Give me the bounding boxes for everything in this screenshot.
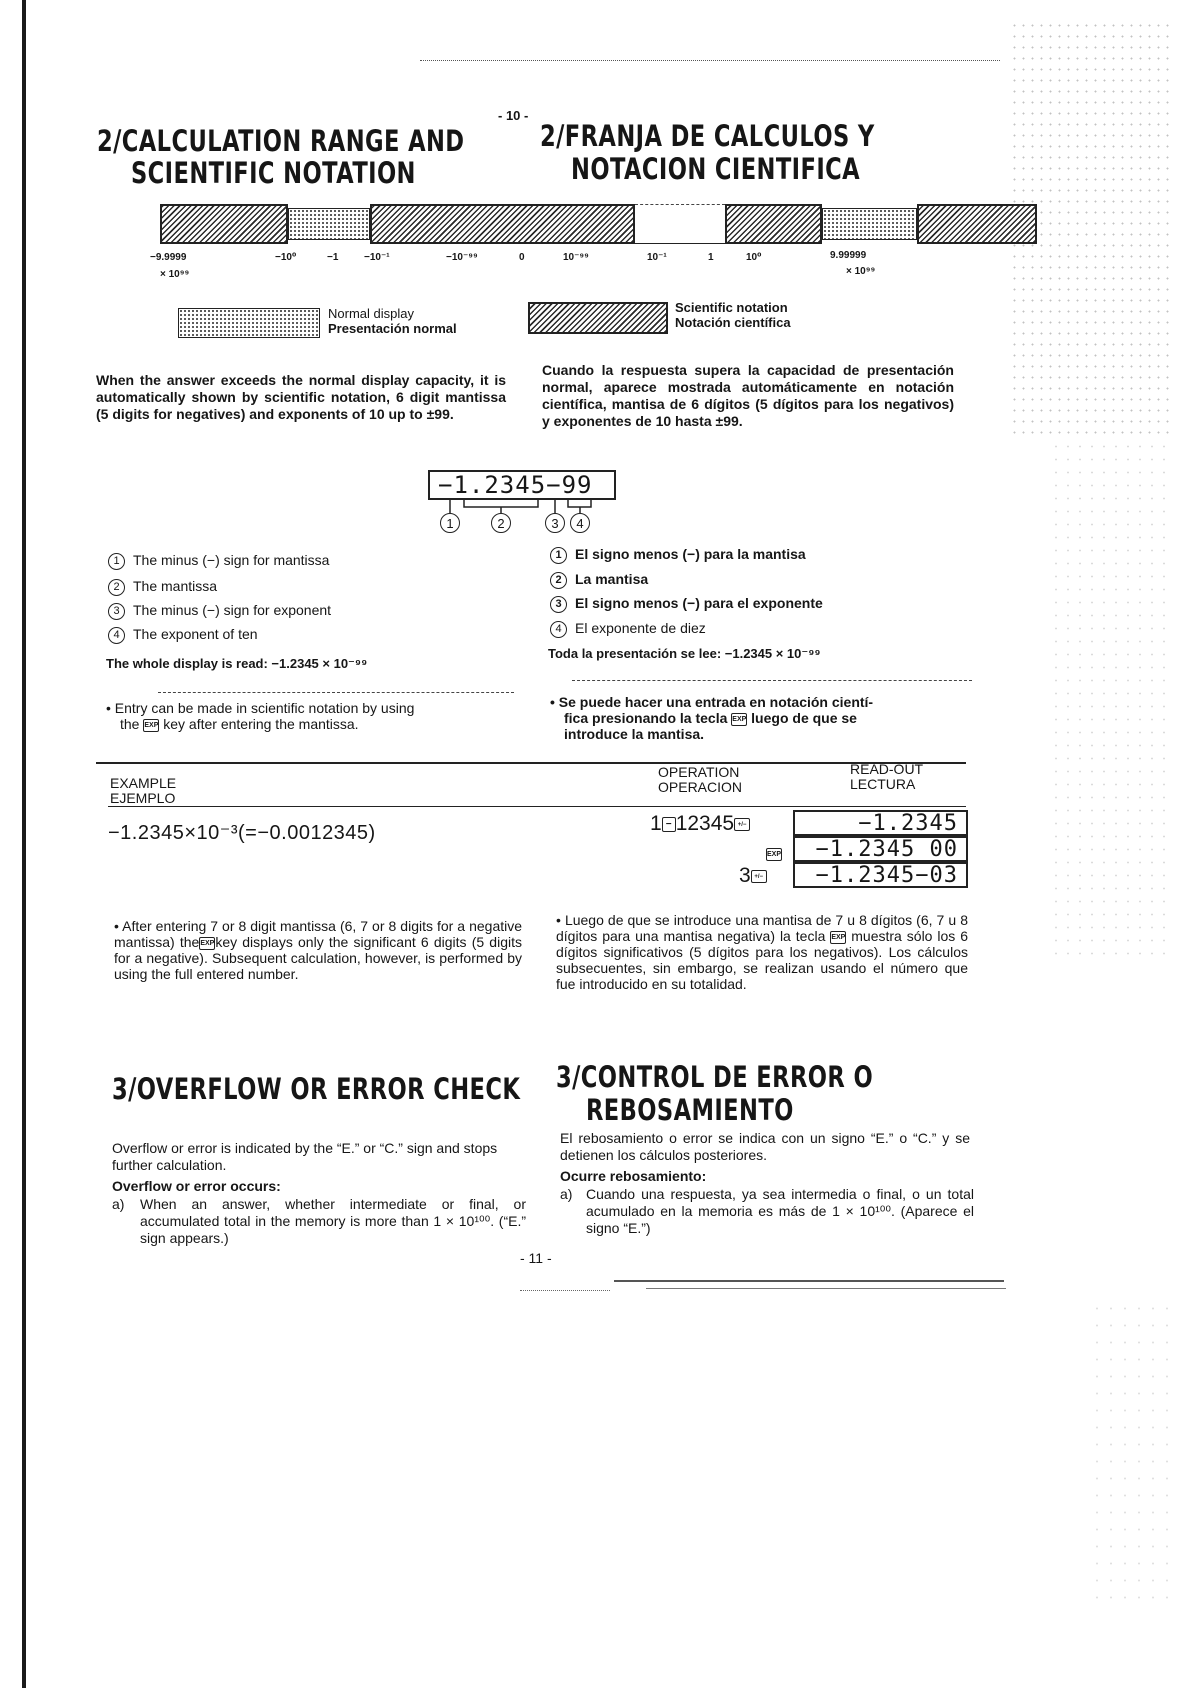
tick-label: 10⁰ xyxy=(746,252,762,263)
divider-dashed-en xyxy=(158,692,514,693)
range-segment-normal-pos xyxy=(822,208,917,240)
exp-key-icon: EXP xyxy=(830,931,846,944)
example-header-rule xyxy=(108,806,966,807)
note-mantissa-en xyxy=(114,918,522,982)
note-exp-es-fica: fica presionando la tecla xyxy=(564,710,728,726)
note-mantissa-es-b: muestra sólo los 6 dígitos significativos (5 dígitos para los negativos). Los cálculos subsecuentes, sin embargo, se realizan usando el número que fue introducido en su totalidad. xyxy=(556,928,969,992)
minus-key-icon: − xyxy=(662,817,676,832)
item-es-1-text: El signo menos (−) para la mantisa xyxy=(575,546,806,562)
item-es-4 xyxy=(550,620,706,638)
tick-label: 0 xyxy=(519,252,525,263)
callout-3: 3 xyxy=(545,513,565,533)
section3-title-en: 3/OVERFLOW OR ERROR CHECK xyxy=(112,1072,521,1106)
item-en-4-text: The exponent of ten xyxy=(133,626,258,642)
section2-title-es-line2: NOTACION CIENTIFICA xyxy=(571,152,861,186)
legend-sci-es: Notación científica xyxy=(675,315,791,330)
readout-3: −1.2345−03 xyxy=(793,862,968,888)
tick-label: 10⁻¹ xyxy=(647,252,667,263)
item-en-3-text: The minus (−) sign for exponent xyxy=(133,602,332,618)
scan-rule-bottom-2 xyxy=(646,1288,1006,1289)
header-example-es: EJEMPLO xyxy=(110,790,176,806)
header-readout-es: LECTURA xyxy=(850,776,916,792)
note-exp-en-the: the xyxy=(120,716,140,732)
section3-item-a-label-es: a) xyxy=(560,1186,573,1202)
note-exp-es-line1: • Se puede hacer una entrada en notación cientí- xyxy=(550,694,874,710)
exp-key-icon: EXP xyxy=(199,937,215,950)
legend-normal-swatch xyxy=(178,308,320,338)
tick-label: −9.9999 xyxy=(150,252,187,263)
scan-noise-right-bottom xyxy=(1090,1300,1170,1600)
scan-rule-bottom-3 xyxy=(520,1290,610,1291)
section3-item-a-en: When an answer, whether intermediate or final, or accumulated total in the memory is more than 1 × 10¹⁰⁰. (“E.” sign appears.) xyxy=(140,1196,526,1246)
section3-item-a-es: Cuando una respuesta, ya sea intermedia o final, o un total acumulado en la memoria es más de 1 × 10¹⁰⁰. (Aparece el signo “E.”) xyxy=(586,1186,974,1236)
range-segment-zero-gap xyxy=(635,204,725,244)
note-exp-en xyxy=(106,700,526,732)
item-es-2-number: 2 xyxy=(550,572,567,589)
scan-noise-right-mid xyxy=(1050,440,1170,960)
tick-label: −10⁻⁹⁹ xyxy=(446,252,478,263)
legend-normal-es: Presentación normal xyxy=(328,321,457,336)
item-es-3 xyxy=(550,595,823,613)
item-es-3-number: 3 xyxy=(550,596,567,613)
tick-label: 1 xyxy=(708,252,714,263)
item-es-4-text: El exponente de diez xyxy=(575,620,706,636)
item-en-2-text: The mantissa xyxy=(133,578,218,594)
item-en-3 xyxy=(108,602,331,620)
scan-noise-top xyxy=(420,60,1000,61)
legend-sci-swatch xyxy=(528,302,668,334)
item-es-2-text: La mantisa xyxy=(575,571,649,587)
note-exp-es xyxy=(550,694,964,742)
example-top-rule xyxy=(96,762,966,764)
section3-occurs-en: Overflow or error occurs: xyxy=(112,1178,281,1194)
range-segment-sci-neg-large xyxy=(160,204,288,244)
page-number-top: - 10 - xyxy=(498,108,529,123)
legend-sci-en: Scientific notation xyxy=(675,300,788,315)
exp-key-icon: EXP xyxy=(143,719,159,732)
header-readout-en: READ-OUT xyxy=(850,761,924,777)
display-sample: −1.2345−99 xyxy=(428,470,616,500)
section2-title-es-line1: 2/FRANJA DE CALCULOS Y xyxy=(540,119,875,153)
item-es-1 xyxy=(550,546,806,564)
note-exp-es-line3: introduce la mantisa. xyxy=(564,726,705,742)
callout-4: 4 xyxy=(570,513,590,533)
display-callout-brackets xyxy=(428,499,628,517)
item-es-2 xyxy=(550,571,648,589)
tick-label: −10⁻¹ xyxy=(364,252,390,263)
note-exp-es-luego: luego de que se xyxy=(751,710,857,726)
note-mantissa-es-a: • Luego de que se introduce una mantisa de 7 u 8 dígitos (6, 7 u 8 dígitos para una mantisa negativa) la tecla xyxy=(556,912,968,944)
readout-1: −1.2345 xyxy=(793,810,968,836)
section3-title-es-line2: REBOSAMIENTO xyxy=(586,1093,794,1127)
section3-paragraph-es: El rebosamiento o error se indica con un signo “E.” o “C.” y se detienen los cálculos posteriores. xyxy=(560,1130,970,1163)
exp-key-icon: EXP xyxy=(731,713,747,726)
note-exp-en-line1: • Entry can be made in scientific notation by using xyxy=(106,700,415,716)
tick-exp-right: × 10⁹⁹ xyxy=(846,266,876,277)
example-expression: −1.2345×10⁻³(=−0.0012345) xyxy=(108,822,376,844)
op-digits: 12345 xyxy=(675,812,735,835)
item-en-4-number: 4 xyxy=(108,627,125,644)
header-operation-en: OPERATION xyxy=(658,764,740,780)
note-mantissa-en-d: only the significant 6 digits (5 digits for a negative). Subsequent calculation, however, is performed by using the full entered number. xyxy=(114,934,522,982)
header-operation-es: OPERACION xyxy=(658,779,743,795)
section2-title-en-line2: SCIENTIFIC NOTATION xyxy=(131,156,416,190)
binding-edge-line xyxy=(22,0,26,1688)
tick-exp-left: × 10⁹⁹ xyxy=(160,269,190,280)
whole-display-es: Toda la presentación se lee: −1.2345 × 10⁻⁹⁹ xyxy=(548,646,821,661)
operation-row-3 xyxy=(739,864,767,888)
item-en-2 xyxy=(108,578,217,596)
whole-display-en: The whole display is read: −1.2345 × 10⁻⁹⁹ xyxy=(106,656,368,671)
section3-paragraph-en: Overflow or error is indicated by the “E.” or “C.” sign and stops further calculation. xyxy=(112,1140,498,1173)
section3-occurs-es: Ocurre rebosamiento: xyxy=(560,1168,707,1184)
note-mantissa-en-c: key displays xyxy=(215,934,293,950)
note-mantissa-en-a: • After entering 7 or 8 digit mantissa (6, 7 or 8 xyxy=(114,918,397,934)
divider-dashed-es xyxy=(572,680,972,681)
section2-paragraph-en: When the answer exceeds the normal display capacity, it is automatically shown by scientific notation, 6 digit mantissa (5 digits for negatives) and exponents of 10 up to ±99. xyxy=(96,372,506,422)
callout-1: 1 xyxy=(440,513,460,533)
section3-item-a-label-en: a) xyxy=(112,1196,125,1212)
range-segment-normal-neg xyxy=(288,208,370,240)
tick-label: −1 xyxy=(327,252,339,263)
op-digit-3: 3 xyxy=(739,864,751,887)
page-number-bottom: - 11 - xyxy=(520,1250,552,1266)
tick-label: −10⁰ xyxy=(275,252,297,263)
callout-2: 2 xyxy=(491,513,511,533)
header-example-en: EXAMPLE xyxy=(110,775,177,791)
legend-normal-en: Normal display xyxy=(328,306,414,321)
section2-title-en-line1: 2/CALCULATION RANGE AND xyxy=(97,124,465,158)
exp-key-icon: EXP xyxy=(766,848,782,861)
item-en-1-number: 1 xyxy=(108,553,125,570)
section2-paragraph-es: Cuando la respuesta supera la capacidad de presentación normal, aparece mostrada automáticamente en notación científica, mantisa de 6 dígitos (5 dígitos para los negativos) y exponentes de 10 hasta ±99. xyxy=(542,362,954,429)
range-segment-sci-pos-small xyxy=(725,204,822,244)
note-exp-en-rest: key after entering the mantissa. xyxy=(163,716,359,732)
item-en-3-number: 3 xyxy=(108,603,125,620)
tick-label: 10⁻⁹⁹ xyxy=(563,252,589,263)
sign-key-icon: +/− xyxy=(734,818,750,831)
note-exp-es-line2 xyxy=(550,710,964,726)
op-digit-1: 1 xyxy=(650,812,662,835)
section3-title-es-line1: 3/CONTROL DE ERROR O xyxy=(556,1060,874,1094)
item-en-2-number: 2 xyxy=(108,579,125,596)
item-es-4-number: 4 xyxy=(550,621,567,638)
item-es-1-number: 1 xyxy=(550,547,567,564)
readout-2: −1.2345 00 xyxy=(793,836,968,862)
item-es-3-text: El signo menos (−) para el exponente xyxy=(575,595,823,611)
note-mantissa-es xyxy=(556,912,968,992)
sign-key-icon: +/− xyxy=(751,870,767,883)
scan-rule-bottom-1 xyxy=(614,1280,1004,1282)
operation-row-2 xyxy=(766,842,782,866)
range-bar xyxy=(160,204,880,244)
item-en-1-text: The minus (−) sign for mantissa xyxy=(133,552,330,568)
note-exp-en-line2 xyxy=(106,716,526,732)
range-segment-sci-pos-large xyxy=(917,204,1037,244)
note-mantissa-en-b: digits for a negative mantissa) the xyxy=(114,918,523,950)
item-en-4 xyxy=(108,626,258,644)
tick-label: 9.99999 xyxy=(830,250,867,261)
item-en-1 xyxy=(108,552,329,570)
range-segment-sci-neg-small xyxy=(370,204,635,244)
operation-row-1 xyxy=(650,812,750,836)
